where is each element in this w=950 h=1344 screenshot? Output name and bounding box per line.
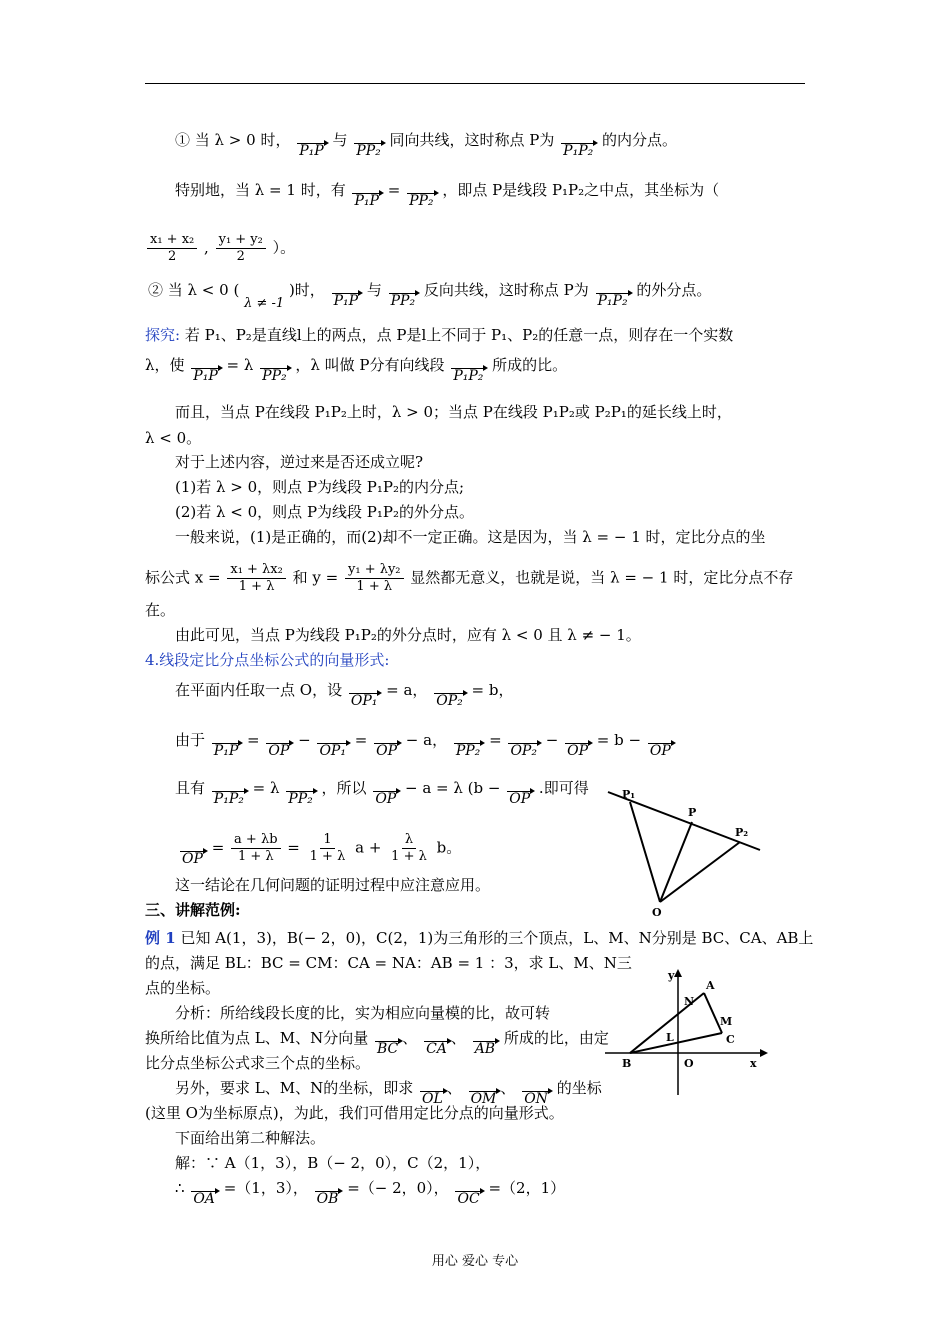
text-line: 解：∵ A（1，3），B（− 2，0），C（2，1），	[175, 1154, 491, 1172]
text-line: 换所给比值为点 L、M、N分向量 BC、 CA、 AB 所成的比，由定	[145, 1029, 609, 1057]
text-line: ∴ OA =（1，3）， OB =（− 2，0）， OC =（2，1）	[175, 1179, 566, 1207]
text-line: (这里 O为坐标原点)，为此，我们可借用定比分点的向量形式。	[145, 1104, 564, 1122]
formula-line: 由于 P₁P = OP − OP₁ = OP − a， PP₂ = OP₂ − OP = b − OP	[175, 731, 671, 759]
text-line: 一般来说，(1)是正确的，而(2)却不一定正确。这是因为，当 λ = − 1 时，定比分点的坐	[175, 528, 766, 546]
svg-text:N: N	[684, 995, 695, 1008]
svg-text:P: P	[688, 806, 697, 819]
header-rule	[145, 83, 805, 84]
text-line: 这一结论在几何问题的证明过程中应注意应用。	[175, 876, 491, 894]
svg-text:P₂: P₂	[735, 826, 749, 839]
svg-text:P₁: P₁	[622, 788, 636, 801]
text-line: ① 当 λ > 0 时， P₁P 与 PP₂ 同向共线，这时称点 P为 P₁P₂ 的内分点。	[175, 131, 678, 159]
formula-line: 且有 P₁P₂ = λ PP₂ ，所以 OP − a = λ (b − OP .即可得	[175, 779, 589, 807]
section-heading: 4.线段定比分点坐标公式的向量形式:	[145, 651, 390, 669]
text-line: 由此可见，当点 P为线段 P₁P₂的外分点时，应有 λ < 0 且 λ ≠ − 1。	[175, 626, 641, 644]
svg-text:A: A	[706, 979, 715, 992]
midpoint-formula: $\frac{\text{x₁ + x₂}}{2}$ , $\frac{\text{y₁ + y₂}}{2}$ ）。	[145, 232, 295, 265]
text-line: λ < 0。	[145, 429, 202, 447]
formula-line: 标公式 x = $\frac{\text{x₁ + λx₂}}{1 + \lambda}$ 和 y = $\frac{\text{y₁ + λy₂}}{1 + \lambda}$ 显然都无意义，也就是说，当 λ = − 1 时，定比分点不存	[145, 562, 794, 594]
svg-text:L: L	[666, 1031, 674, 1044]
text-line: 对于上述内容，逆过来是否还成立呢?	[175, 453, 424, 471]
section-heading: 三、讲解范例:	[145, 901, 241, 919]
text-line: ② 当 λ < 0 ( λ ≠ -1 )时， P₁P 与 PP₂ 反向共线，这时称点 P为 P₁P₂ 的外分点。	[148, 281, 712, 311]
svg-text:O: O	[652, 906, 662, 919]
page-footer: 用心 爱心 专心	[431, 1254, 519, 1269]
text-line: 例 1 已知 A(1，3)，B(− 2，0)，C(2，1)为三角形的三个顶点，L、M、N分别是 BC、CA、AB上	[145, 929, 814, 947]
formula-line: OP = $\frac{a + \lambda b}{1 + \lambda}$ = $\frac{1}{1 + \lambda}$ a + $\frac{\lambda}{1 + \lambda}$ b。	[182, 832, 462, 867]
text-line: (1)若 λ > 0，则点 P为线段 P₁P₂的内分点;	[175, 478, 465, 496]
text-line: 另外，要求 L、M、N的坐标，即求 OL、 OM、 ON 的坐标	[175, 1079, 602, 1107]
text-line: 的点，满足 BL：BC = CM：CA = NA：AB = 1 ：3，求 L、M、N三	[145, 954, 632, 972]
text-line: λ，使 P₁P = λ PP₂ ，λ 叫做 P分有向线段 P₁P₂ 所成的比。	[145, 356, 568, 384]
text-line: 比分点坐标公式求三个点的坐标。	[145, 1054, 371, 1072]
text-line: 点的坐标。	[145, 979, 221, 997]
svg-text:O: O	[684, 1057, 694, 1070]
text-line: 下面给出第二种解法。	[175, 1129, 326, 1147]
figure-triangle-abc	[600, 965, 770, 1100]
text-line: 探究: 若 P₁、P₂是直线l上的两点，点 P是l上不同于 P₁、P₂的任意一点，则存在一个实数	[145, 326, 734, 344]
svg-text:x: x	[750, 1057, 757, 1070]
text-line: 在。	[145, 601, 176, 619]
figure-external-division	[600, 780, 765, 920]
svg-text:B: B	[622, 1057, 632, 1070]
svg-text:y: y	[668, 969, 675, 982]
svg-text:M: M	[720, 1015, 733, 1028]
text-line: 而且，当点 P在线段 P₁P₂上时，λ > 0；当点 P在线段 P₁P₂或 P₂P₁的延长线上时，	[175, 403, 732, 421]
text-line: 分析：所给线段长度的比，实为相应向量模的比，故可转	[175, 1004, 551, 1022]
text-line: 在平面内任取一点 O，设 OP₁ = a， OP₂ = b，	[175, 681, 514, 709]
text-line: (2)若 λ < 0，则点 P为线段 P₁P₂的外分点。	[175, 503, 475, 521]
text-line: 特别地，当 λ = 1 时，有 P₁P = PP₂ ，即点 P是线段 P₁P₂之中点，其坐标为（	[175, 181, 720, 209]
svg-text:C: C	[726, 1033, 735, 1046]
